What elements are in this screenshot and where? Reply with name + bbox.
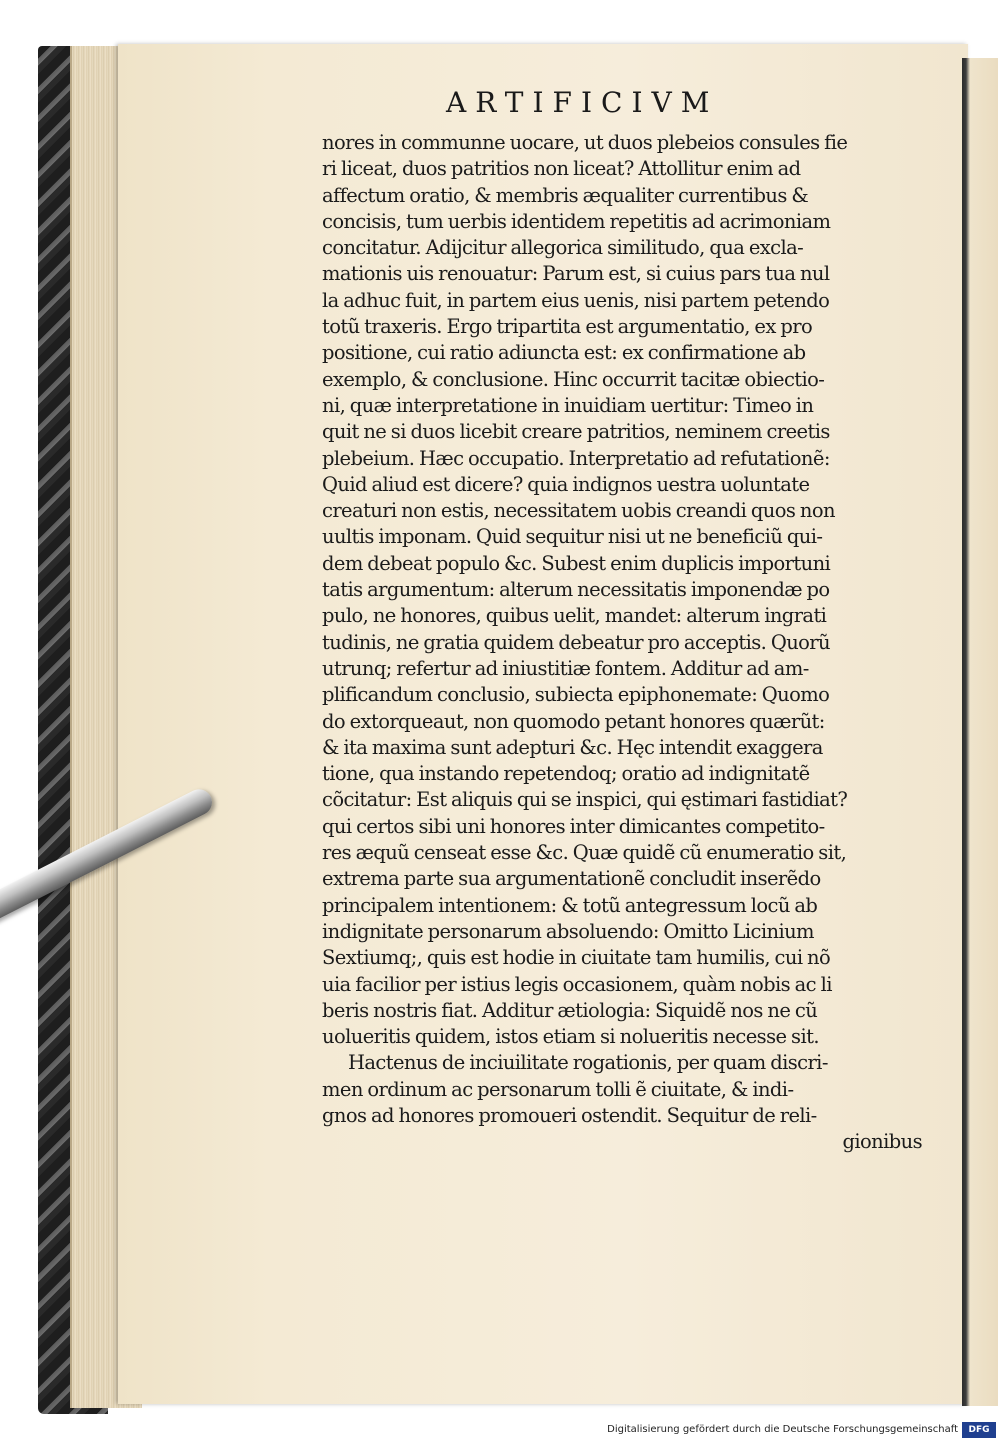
text-line: exemplo, & conclusione. Hinc occurrit tacitæ obiectio- [322,367,825,391]
text-line: indignitate personarum absoluendo: Omitto Licinium [322,919,814,943]
text-line: Hactenus de inciuilitate rogationis, per quam discri- [348,1051,828,1075]
text-line: quit ne si duos licebit creare patritios, neminem creetis [322,420,830,444]
text-line: & ita maxima sunt adepturi &c. Hęc intendit exaggera [322,735,823,759]
catchword: gionibus [842,1130,922,1154]
text-line: men ordinum ac personarum tolli ẽ ciuitate, & indi- [322,1077,794,1101]
text-line: ni, quæ interpretatione in inuidiam uertitur: Timeo in [322,393,814,417]
text-line: res æquũ censeat esse &c. Quæ quidẽ cũ enumeratio sit, [322,841,847,865]
text-line: tione, qua instando repetendoq; oratio ad indignitatẽ [322,762,810,786]
text-line: uultis imponam. Quid sequitur nisi ut ne beneficiũ qui- [322,525,823,549]
text-line: Sextiumq;, quis est hodie in ciuitate tam humilis, cui nõ [322,946,831,970]
facing-page-edge [962,58,998,1406]
footer-credit: Digitalisierung gefördert durch die Deutsche Forschungsgemeinschaft [607,1424,958,1435]
text-line: dem debeat populo &c. Subest enim duplicis importuni [322,551,831,575]
text-line: Quid aliud est dicere? quia indignos uestra uoluntate [322,472,810,496]
text-line: creaturi non estis, necessitatem uobis creandi quos non [322,499,835,523]
footer-bar [0,1420,1000,1442]
text-line: concisis, tum uerbis identidem repetitis ad acrimoniam [322,209,831,233]
text-line: plebeium. Hæc occupatio. Interpretatio ad refutationẽ: [322,446,830,470]
text-line: pulo, ne honores, quibus uelit, mandet: alterum ingrati [322,604,827,628]
text-line: la adhuc fuit, in partem eius uenis, nisi partem petendo [322,288,830,312]
text-line: ri liceat, duos patritios non liceat? Attollitur enim ad [322,157,801,181]
text-line: cõcitatur: Est aliquis qui se inspici, qui ęstimari fastidiat? [322,788,848,812]
text-line: do extorqueaut, non quomodo petant honores quærũt: [322,709,825,733]
text-line: nores in communne uocare, ut duos plebeios consules fie [322,131,848,154]
text-line: qui certos sibi uni honores inter dimicantes competito- [322,814,825,838]
text-line: concitatur. Adijcitur allegorica similitudo, qua excla- [322,236,804,260]
text-line: principalem intentionem: & totũ antegressum locũ ab [322,893,818,917]
text-line: plificandum conclusio, subiecta epiphonemate: Quomo [322,683,830,707]
text-line: gnos ad honores promoueri ostendit. Sequitur de reli- [322,1103,817,1127]
text-line: affectum oratio, & membris æqualiter currentibus & [322,183,809,207]
text-line: extrema parte sua argumentationẽ concludit inserẽdo [322,867,821,891]
text-line: tatis argumentum: alterum necessitatis imponendæ po [322,578,830,602]
text-line: totũ traxeris. Ergo tripartita est argumentatio, ex pro [322,315,813,339]
running-head: ARTIFICIVM [446,86,719,119]
text-line: utrunq; refertur ad iniustitiæ fontem. Additur ad am- [322,656,809,680]
text-line: beris nostris fiat. Additur ætiologia: Siquidẽ nos ne cũ [322,998,818,1022]
body-text [322,130,922,1156]
text-line: mationis uis renouatur: Parum est, si cuius pars tua nul [322,262,830,286]
text-line: uolueritis quidem, istos etiam si nolueritis necesse sit. [322,1025,819,1049]
text-line: positione, cui ratio adiuncta est: ex confirmatione ab [322,341,806,365]
text-line: uia facilior per istius legis occasionem, quàm nobis ac li [322,972,832,996]
text-line: tudinis, ne gratia quidem debeatur pro acceptis. Quorũ [322,630,830,654]
dfg-logo: DFG [962,1422,996,1438]
